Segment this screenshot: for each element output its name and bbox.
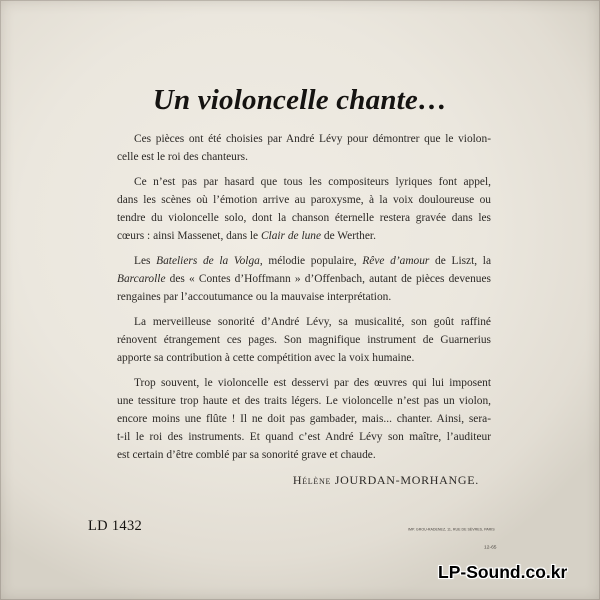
text-line: encore moins une flûte ! Il ne doit pas gambader, mais... chanter. Ainsi, sera- — [117, 413, 491, 425]
work-title: Clair de lune — [260, 230, 322, 242]
text-run: de Liszt, la — [429, 255, 492, 267]
text-line: Ces pièces ont été choisies par André Lévy pour démontrer que le violon- — [134, 133, 491, 145]
author-last-name: JOURDAN-MORHANGE. — [334, 473, 479, 487]
text-line: t-il le roi des instruments. Et quand c’est André Lévy son maître, l’auditeur — [117, 431, 491, 443]
print-date-code: 12-65 — [484, 545, 497, 550]
text-run: de Werther. — [321, 230, 376, 242]
author-signature — [117, 471, 491, 489]
text-line: est certain d’être comblé par sa sonorité grave et chaude. — [117, 449, 376, 461]
text-line: Trop souvent, le violoncelle est desservi par des œuvres qui lui imposent — [134, 377, 491, 389]
printer-imprint: IMP. GROU-RADENEZ, 11, RUE DE SÈVRES, PARIS — [408, 528, 495, 532]
text-run: , mélodie populaire, — [259, 255, 363, 267]
work-title: Bateliers de la Volga — [156, 255, 260, 267]
text-line — [117, 252, 491, 270]
text-line: rénovent étrangement ces pages. Son magnifique instrument de Guarnerius — [117, 334, 491, 346]
text-line: apporte sa contribution à cette compétition avec la voix humaine. — [117, 352, 415, 364]
text-line: tendre du violoncelle solo, dont la chanson éternelle restera gravée dans les — [117, 212, 491, 224]
site-watermark: LP-Sound.co.kr — [438, 562, 568, 582]
liner-note-paragraph — [117, 130, 491, 166]
text-line — [117, 227, 491, 245]
text-run: cœurs : ainsi Massenet, dans le — [117, 230, 261, 242]
author-first-name: Hélène — [292, 473, 332, 487]
catalog-number: LD 1432 — [88, 518, 143, 534]
liner-note-paragraph — [117, 313, 491, 367]
text-run: des « Contes d’Hoffmann » d’Offenbach, autant de pièces devenues — [165, 273, 491, 285]
text-line: Ce n’est pas par hasard que tous les compositeurs lyriques font appel, — [134, 176, 491, 188]
cover-title: Un violoncelle chante… — [152, 84, 448, 116]
text-line: La merveilleuse sonorité d’André Lévy, sa musicalité, son goût raffiné — [134, 316, 491, 328]
text-line: rengaines par l’accoutumance ou la mauvaise interprétation. — [117, 291, 392, 303]
liner-note-paragraph — [117, 173, 491, 245]
liner-notes — [117, 130, 491, 489]
work-title: Rêve d’amour — [362, 255, 430, 267]
text-line: une tessiture trop haute et des traits légers. Le violoncelle n’est pas un violon, — [117, 395, 491, 407]
liner-note-paragraph — [117, 374, 491, 464]
text-line: celle est le roi des chanteurs. — [117, 151, 248, 163]
work-title: Barcarolle — [117, 273, 166, 285]
text-line — [117, 270, 491, 288]
liner-note-paragraph — [117, 252, 491, 306]
text-run: Les — [134, 255, 157, 267]
text-line: dans les scènes où l’émotion arrive au paroxysme, à la voix douloureuse ou — [117, 194, 491, 206]
